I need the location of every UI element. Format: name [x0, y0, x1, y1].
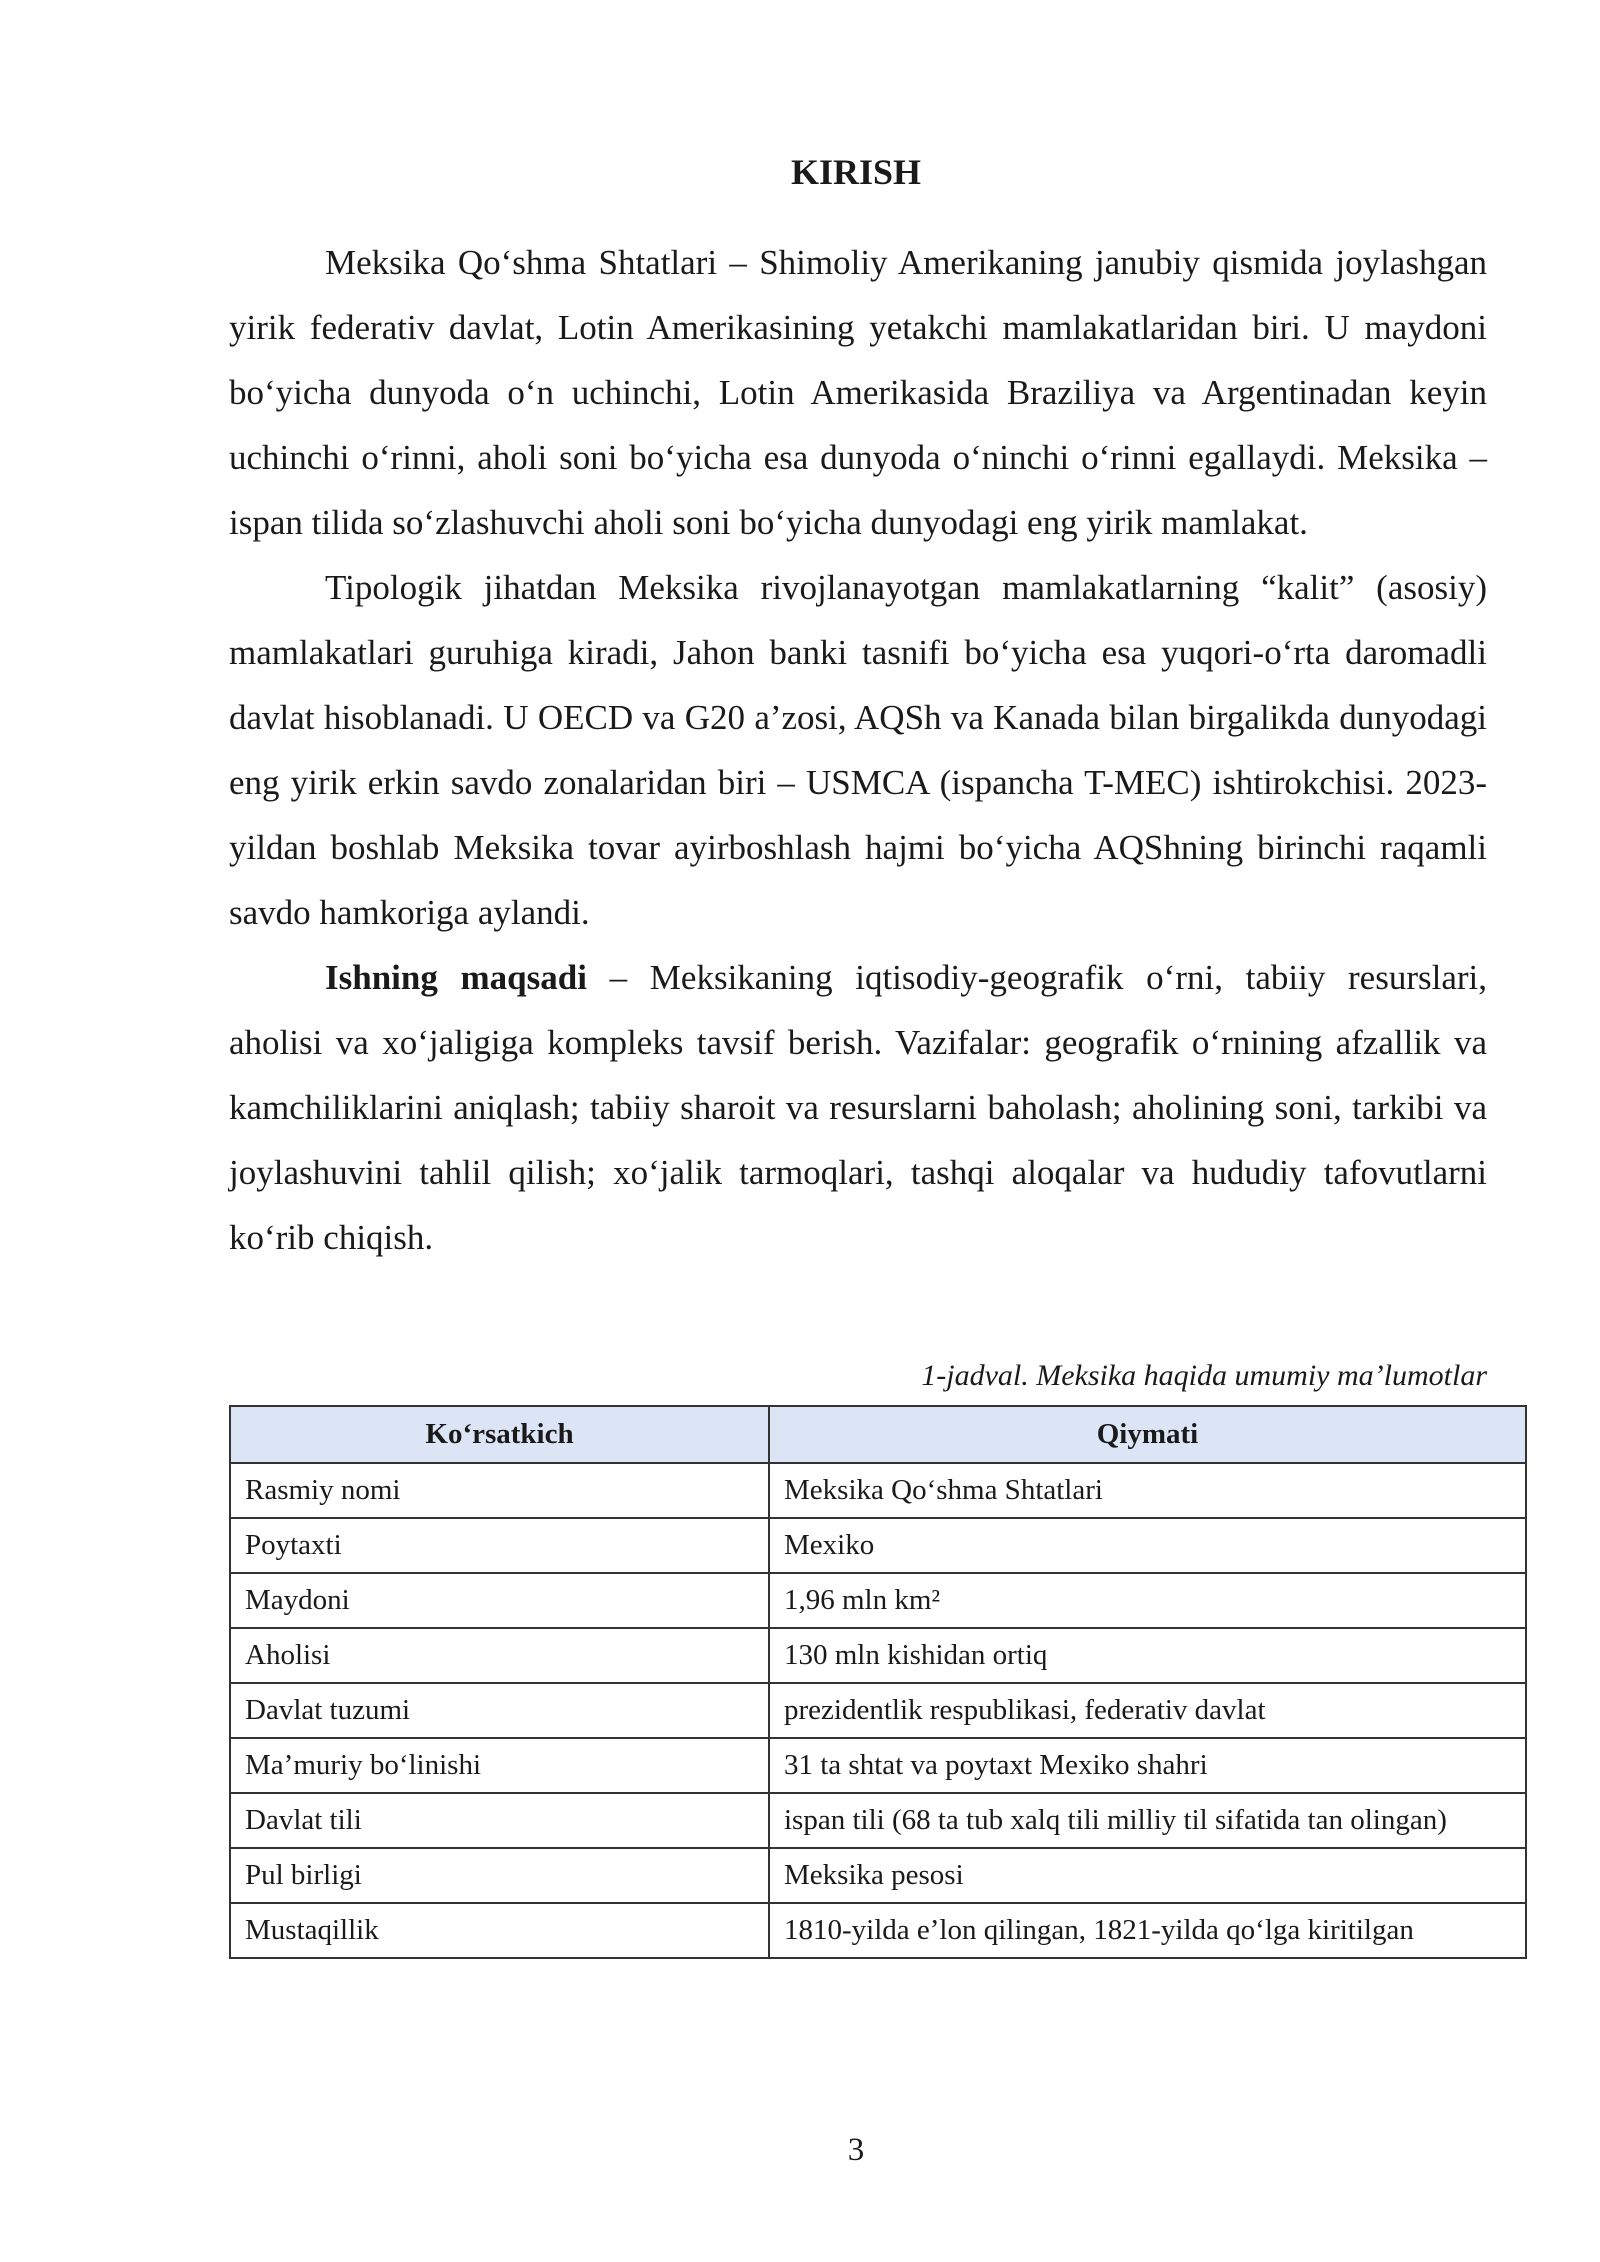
goal-paragraph — [229, 945, 1487, 1270]
page-title: KIRISH — [790, 152, 922, 192]
table-row — [230, 1793, 1526, 1848]
page-number: 3 — [847, 2132, 865, 2168]
body-text — [229, 230, 1487, 1270]
row-key: Davlat tuzumi — [230, 1683, 769, 1738]
table-row — [230, 1683, 1526, 1738]
row-value: 130 mln kishidan ortiq — [769, 1628, 1526, 1683]
row-key: Rasmiy nomi — [230, 1463, 769, 1518]
table-row — [230, 1738, 1526, 1793]
table-row — [230, 1848, 1526, 1903]
row-value: prezidentlik respublikasi, federativ davlat — [769, 1683, 1526, 1738]
table-caption: 1-jadval. Meksika haqida umumiy ma’lumotlar — [921, 1359, 1487, 1392]
row-key: Davlat tili — [230, 1793, 769, 1848]
goal-label: Ishning maqsadi — [325, 958, 587, 997]
table-row — [230, 1628, 1526, 1683]
row-value: 1810-yilda e’lon qilingan, 1821-yilda qo‘lga kiritilgan — [769, 1903, 1526, 1958]
info-table — [229, 1405, 1527, 1959]
row-value: Mexiko — [769, 1518, 1526, 1573]
row-key: Maydoni — [230, 1573, 769, 1628]
header-value: Qiymati — [769, 1406, 1526, 1463]
typology-paragraph: Tipologik jihatdan Meksika rivojlanayotgan mamlakatlarning “kalit” (asosiy) mamlakatlari guruhiga kiradi, Jahon banki tasnifi bo‘yicha esa yuqori-o‘rta daromadli davlat hisoblanadi. U OECD va G20 a’zosi, AQSh va Kanada bilan birgalikda dunyodagi eng yirik erkin savdo zonalaridan biri – USMCA (ispancha T-MEC) ishtirokchisi. 2023-yildan boshlab Meksika tovar ayirboshlash hajmi bo‘yicha AQShning birinchi raqamli savdo hamkoriga aylandi. — [229, 568, 1487, 932]
row-value: ispan tili (68 ta tub xalq tili milliy til sifatida tan olingan) — [769, 1793, 1526, 1848]
row-key: Pul birligi — [230, 1848, 769, 1903]
intro-paragraph: Meksika Qo‘shma Shtatlari – Shimoliy Amerikaning janubiy qismida joylashgan yirik federativ davlat, Lotin Amerikasining yetakchi mamlakatlaridan biri. U maydoni bo‘yicha dunyoda o‘n uchinchi, Lotin Amerikasida Braziliya va Argentinadan keyin uchinchi o‘rinni, aholi soni bo‘yicha esa dunyoda o‘ninchi o‘rinni egallaydi. Meksika – ispan tilida so‘zlashuvchi aholi soni bo‘yicha dunyodagi eng yirik mamlakat. — [229, 243, 1487, 542]
header-indicator: Ko‘rsatkich — [230, 1406, 769, 1463]
table-row — [230, 1463, 1526, 1518]
table-row — [230, 1573, 1526, 1628]
table-header-row — [230, 1406, 1526, 1463]
row-key: Aholisi — [230, 1628, 769, 1683]
row-value: Meksika Qo‘shma Shtatlari — [769, 1463, 1526, 1518]
table-row — [230, 1518, 1526, 1573]
row-key: Poytaxti — [230, 1518, 769, 1573]
goal-text: – Meksikaning iqtisodiy-geografik o‘rni, tabiiy resurslari, aholisi va xo‘jaligiga kompleks tavsif berish. Vazifalar: geografik o‘rnining afzallik va kamchiliklarini aniqlash; tabiiy sharoit va resurslarni baholash; aholining soni, tarkibi va joylashuvini tahlil qilish; xo‘jalik tarmoqlari, tashqi aloqalar va hududiy tafovutlarni ko‘rib chiqish. — [229, 958, 1487, 1257]
row-value: Meksika pesosi — [769, 1848, 1526, 1903]
row-value: 1,96 mln km² — [769, 1573, 1526, 1628]
row-value: 31 ta shtat va poytaxt Mexiko shahri — [769, 1738, 1526, 1793]
row-key: Ma’muriy bo‘linishi — [230, 1738, 769, 1793]
table-row — [230, 1903, 1526, 1958]
row-key: Mustaqillik — [230, 1903, 769, 1958]
